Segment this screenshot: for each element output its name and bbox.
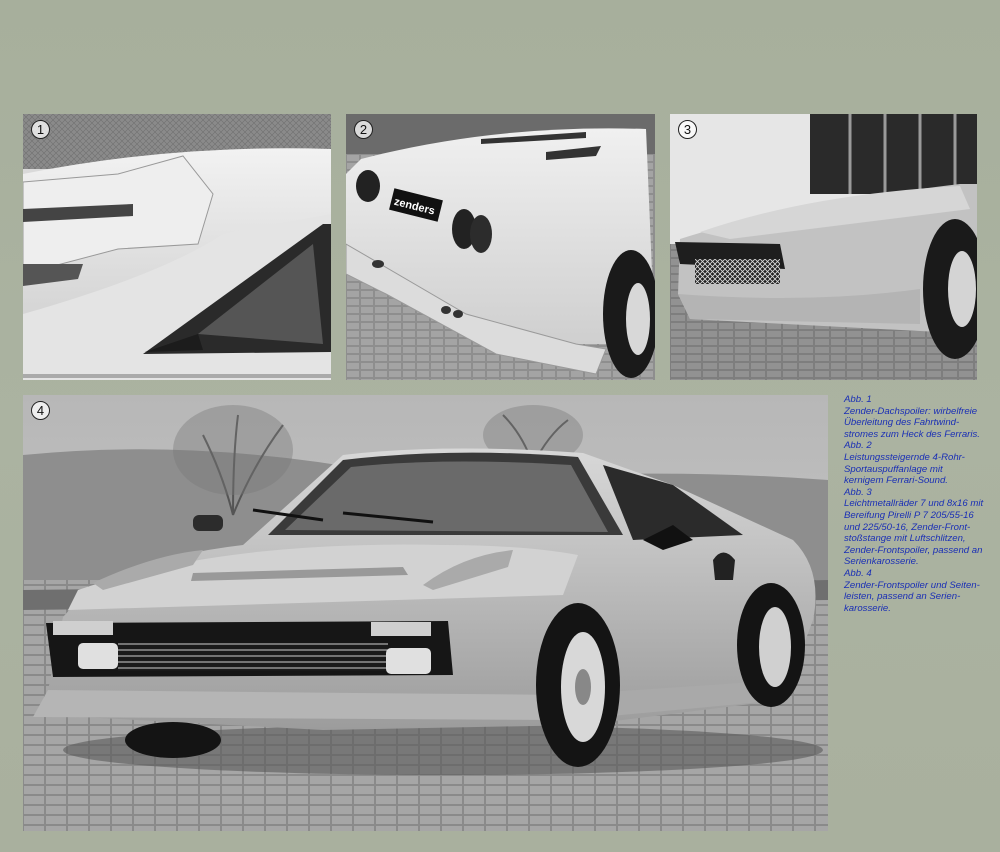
photo-number-badge: 3 bbox=[678, 120, 697, 139]
photo-number-badge: 4 bbox=[31, 401, 50, 420]
photo-number-badge: 1 bbox=[31, 120, 50, 139]
caption-text: Zender-Dachspoiler: wirbelfreie Überleitung des Fahrtwind-stromes zum Heck des Ferraris. bbox=[844, 405, 980, 440]
photo-number-badge: 2 bbox=[354, 120, 373, 139]
caption-text: Leichtmetallräder 7 und 8x16 mit Bereifung Pirelli P 7 205/55-16 und 225/50-16, Zender-Front-stoßstange mit Luftschlitzen, Zender-Frontspoiler, passend an Serienkarosserie. bbox=[844, 498, 984, 568]
caption-heading: Abb. 3 bbox=[844, 486, 872, 498]
caption-text: Zender-Frontspoiler und Seiten-leisten, passend an Serien-karosserie. bbox=[844, 579, 980, 614]
photo-exhaust-rear bbox=[346, 114, 655, 380]
caption-heading: Abb. 1 bbox=[844, 394, 872, 405]
roof-spoiler-image bbox=[23, 114, 331, 380]
caption-heading: Abb. 2 bbox=[844, 440, 872, 452]
photo-front-bumper bbox=[670, 114, 977, 380]
caption-block bbox=[844, 394, 984, 614]
exhaust-rear-image bbox=[346, 114, 655, 380]
dealer-plate-text: zenders bbox=[392, 195, 436, 218]
full-car-image bbox=[23, 395, 828, 831]
front-bumper-image bbox=[670, 114, 977, 380]
caption-heading: Abb. 4 bbox=[844, 567, 872, 579]
photo-roof-spoiler bbox=[23, 114, 331, 380]
photo-full-car bbox=[23, 395, 828, 831]
caption-text: Leistungssteigernde 4-Rohr-Sportauspuffanlage mit kernigem Ferrari-Sound. bbox=[844, 451, 965, 487]
